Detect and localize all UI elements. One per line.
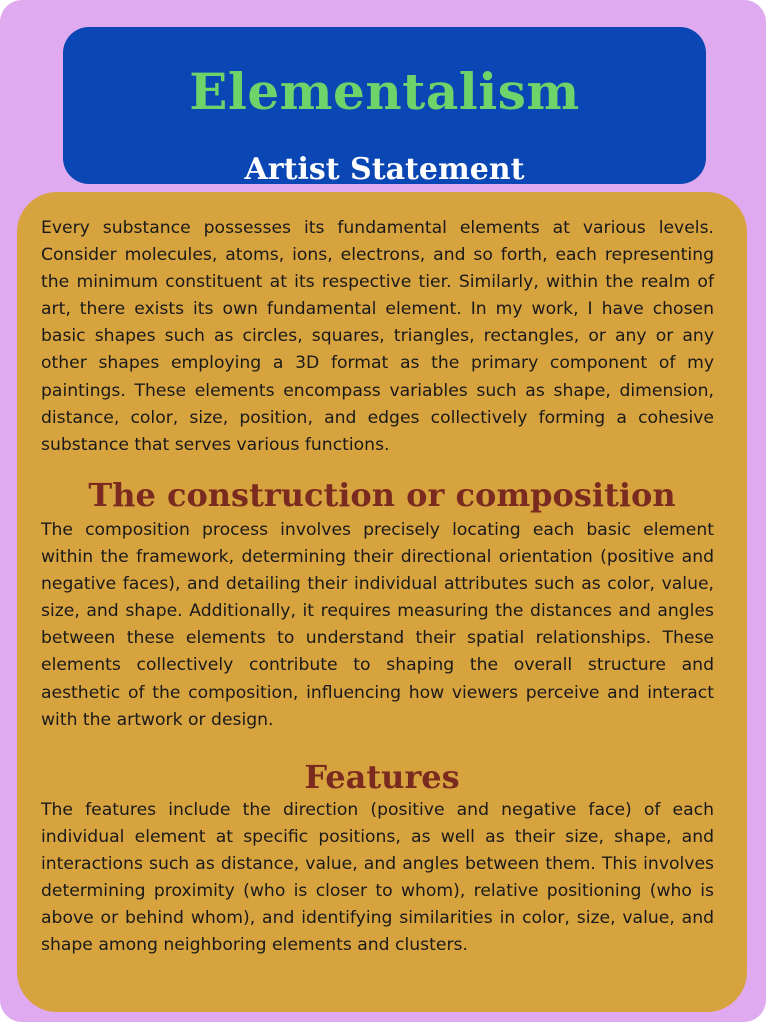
page-subtitle: Artist Statement	[244, 152, 525, 187]
features-paragraph: The features include the direction (positive and negative face) of each individual element at specific positions, as well as their size, shape, and interactions such as distance, value, and angles between them. This involves determining proximity (who is closer to whom), relative positioning (who is above or behind whom), and identifying similarities in color, size, value, and shape among neighboring elements and clusters.	[41, 800, 714, 956]
section-heading-features: Features	[304, 758, 460, 796]
statement-content-panel	[17, 192, 747, 1012]
header-banner	[63, 27, 706, 187]
section-heading-composition: The construction or composition	[88, 476, 676, 514]
page-title: Elementalism	[189, 62, 580, 121]
composition-paragraph: The composition process involves precisely locating each basic element within the framework, determining their directional orientation (positive and negative faces), and detailing their individual attributes such as color, value, size, and shape. Additionally, it requires measuring the distances and angles between these elements to understand their spatial relationships. These elements collectively contribute to shaping the overall structure and aesthetic of the composition, influencing how viewers perceive and interact with the artwork or design.	[41, 520, 714, 730]
intro-paragraph: Every substance possesses its fundamental elements at various levels. Consider molecules, atoms, ions, electrons, and so forth, each representing the minimum constituent at its respective tier. Similarly, within the realm of art, there exists its own fundamental element. In my work, I have chosen basic shapes such as circles, squares, triangles, rectangles, or any or any other shapes employing a 3D format as the primary component of my paintings. These elements encompass variables such as shape, dimension, distance, color, size, position, and edges collectively forming a cohesive substance that serves various functions.	[41, 218, 714, 455]
